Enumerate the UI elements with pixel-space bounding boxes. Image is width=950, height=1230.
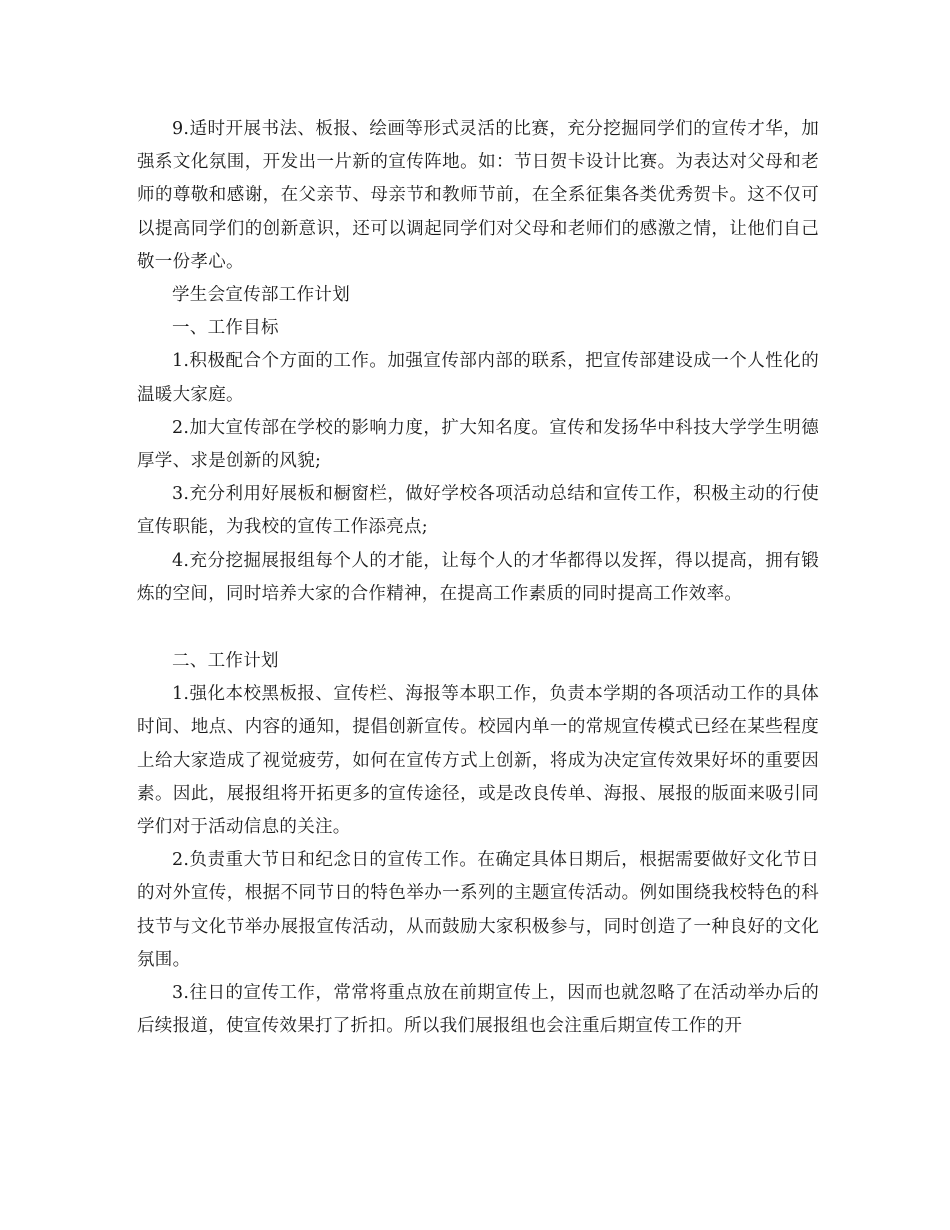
document-title: 学生会宣传部工作计划 (172, 285, 350, 306)
goal-item-3: 3.充分利用好展板和橱窗栏，做好学校各项活动总结和宣传工作，积极主动的行使宣传职能，为我校的宣传工作添亮点; (137, 484, 819, 538)
document-body (137, 113, 819, 1043)
goal-item-4: 4.充分挖掘展报组每个人的才能，让每个人的才华都得以发挥，得以提高，拥有锻炼的空间，同时培养大家的合作精神，在提高工作素质的同时提高工作效率。 (137, 550, 819, 604)
section-heading-plan: 二、工作计划 (172, 651, 279, 672)
plan-item-2: 2.负责重大节日和纪念日的宣传工作。在确定具体日期后，根据需要做好文化节日的对外宣传，根据不同节日的特色举办一系列的主题宣传活动。例如围绕我校特色的科技节与文化节举办展报宣传活动，从而鼓励大家积极参与，同时创造了一种良好的文化氛围。 (137, 850, 819, 970)
section-spacer (137, 611, 819, 645)
paragraph-item-9: 9.适时开展书法、板报、绘画等形式灵活的比赛，充分挖掘同学们的宣传才华，加强系文化氛围，开发出一片新的宣传阵地。如：节日贺卡设计比赛。为表达对父母和老师的尊敬和感谢，在父亲节、母亲节和教师节前，在全系征集各类优秀贺卡。这不仅可以提高同学们的创新意识，还可以调起同学们对父母和老师们的感激之情，让他们自己敬一份孝心。 (137, 119, 819, 272)
goal-item-2: 2.加大宣传部在学校的影响力度，扩大知名度。宣传和发扬华中科技大学学生明德厚学、求是创新的风貌; (137, 417, 819, 472)
plan-item-1: 1.强化本校黑板报、宣传栏、海报等本职工作，负责本学期的各项活动工作的具体时间、地点、内容的通知，提倡创新宣传。校园内单一的常规宣传模式已经在某些程度上给大家造成了视觉疲劳，如何在宣传方式上创新，将成为决定宣传效果好坏的重要因素。因此，展报组将开拓更多的宣传途径，或是改良传单、海报、展报的版面来吸引同学们对于活动信息的关注。 (137, 684, 819, 838)
goal-item-1: 1.积极配合个方面的工作。加强宣传部内部的联系，把宣传部建设成一个人性化的温暖大家庭。 (137, 351, 819, 405)
plan-item-3: 3.往日的宣传工作，常常将重点放在前期宣传上，因而也就忽略了在活动举办后的后续报道，使宣传效果打了折扣。所以我们展报组也会注重后期宣传工作的开 (137, 983, 819, 1037)
section-heading-goals: 一、工作目标 (172, 318, 279, 339)
